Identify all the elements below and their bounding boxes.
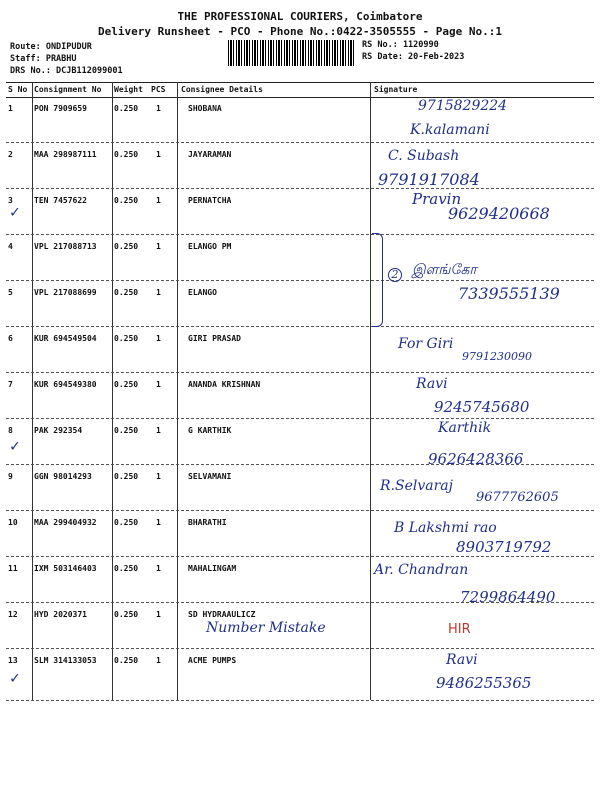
row-pcs: 1 xyxy=(156,196,161,205)
handwritten-signature: R.Selvaraj xyxy=(380,478,453,494)
handwritten-phone: 9245745680 xyxy=(434,398,530,416)
handwritten-signature: Karthik xyxy=(438,420,492,436)
row-consignee: BHARATHI xyxy=(188,518,227,527)
row-weight: 0.250 xyxy=(114,104,139,113)
row-consignee: ACME PUMPS xyxy=(188,656,237,665)
row-sno: 10 xyxy=(8,518,18,527)
row-weight: 0.250 xyxy=(114,610,139,619)
check-icon: ✓ xyxy=(10,436,20,455)
row-pcs: 1 xyxy=(156,288,161,297)
row-pcs: 1 xyxy=(156,564,161,573)
check-icon: ✓ xyxy=(10,668,20,687)
handwritten-phone: 8903719792 xyxy=(456,538,552,556)
route-label: Route: ONDIPUDUR xyxy=(10,42,92,52)
row-consignee: SHOBANA xyxy=(188,104,222,113)
row-weight: 0.250 xyxy=(114,656,139,665)
row-pcs: 1 xyxy=(156,380,161,389)
row-consignment: IXM 503146403 xyxy=(34,564,97,573)
row-consignee: SELVAMANI xyxy=(188,472,232,481)
row-sno: 3 xyxy=(8,196,13,205)
row-consignee: GIRI PRASAD xyxy=(188,334,241,343)
col-signature: Signature xyxy=(374,85,418,94)
row-consignment: KUR 694549504 xyxy=(34,334,97,343)
col-weight: Weight xyxy=(114,85,143,94)
table-row xyxy=(6,142,594,189)
row-sno: 9 xyxy=(8,472,13,481)
col-consignee: Consignee Details xyxy=(181,85,263,94)
row-consignment: KUR 694549380 xyxy=(34,380,97,389)
row-consignee: ANANDA KRISHNAN xyxy=(188,380,261,389)
row-consignment: PAK 292354 xyxy=(34,426,83,435)
col-sno: S No xyxy=(8,85,28,94)
row-consignee: JAYARAMAN xyxy=(188,150,232,159)
row-pcs: 1 xyxy=(156,472,161,481)
handwritten-signature: Ar. Chandran xyxy=(374,562,469,578)
row-sno: 8 xyxy=(8,426,13,435)
check-icon: ✓ xyxy=(10,202,20,221)
row-consignee: SD HYDRAAULICZ xyxy=(188,610,256,619)
drs-number: DRS No.: DCJB112099001 xyxy=(10,66,123,76)
row-sno: 12 xyxy=(8,610,18,619)
handwritten-phone: 9677762605 xyxy=(476,490,559,505)
row-sno: 1 xyxy=(8,104,13,113)
row-weight: 0.250 xyxy=(114,472,139,481)
col-pcs: PCS xyxy=(151,85,166,94)
row-pcs: 1 xyxy=(156,104,161,113)
row-consignment: TEN 7457622 xyxy=(34,196,87,205)
row-sno: 13 xyxy=(8,656,18,665)
handwritten-signature: Pravin xyxy=(412,190,462,208)
handwritten-phone: 7339555139 xyxy=(458,284,560,303)
row-weight: 0.250 xyxy=(114,288,139,297)
handwritten-name: K.kalamani xyxy=(410,122,490,138)
row-pcs: 1 xyxy=(156,334,161,343)
barcode xyxy=(228,40,356,66)
handwritten-name: இளங்கோ xyxy=(412,262,477,278)
grouping-bracket xyxy=(372,233,383,327)
row-weight: 0.250 xyxy=(114,334,139,343)
status-mark: HIR xyxy=(448,622,471,637)
rs-date: RS Date: 20-Feb-2023 xyxy=(362,52,465,62)
table-row xyxy=(6,234,594,281)
row-sno: 11 xyxy=(8,564,18,573)
row-pcs: 1 xyxy=(156,242,161,251)
col-consignment: Consignment No xyxy=(34,85,102,94)
row-consignment: GGN 98014293 xyxy=(34,472,92,481)
row-consignee: G KARTHIK xyxy=(188,426,232,435)
row-weight: 0.250 xyxy=(114,380,139,389)
handwritten-note: Number Mistake xyxy=(206,620,326,636)
row-consignment: MAA 299404932 xyxy=(34,518,97,527)
handwritten-phone: 9626428366 xyxy=(428,450,524,468)
handwritten-phone: 9715829224 xyxy=(418,98,508,114)
row-consignment: HYD 2020371 xyxy=(34,610,87,619)
row-consignee: MAHALINGAM xyxy=(188,564,237,573)
row-pcs: 1 xyxy=(156,656,161,665)
row-pcs: 1 xyxy=(156,150,161,159)
row-pcs: 1 xyxy=(156,426,161,435)
handwritten-phone: 7299864490 xyxy=(460,588,556,606)
row-weight: 0.250 xyxy=(114,196,139,205)
handwritten-signature: Ravi xyxy=(416,376,448,392)
row-sno: 4 xyxy=(8,242,13,251)
row-consignment: VPL 217088713 xyxy=(34,242,97,251)
handwritten-name: B Lakshmi rao xyxy=(394,520,497,536)
row-consignment: MAA 298987111 xyxy=(34,150,97,159)
row-sno: 5 xyxy=(8,288,13,297)
handwritten-signature: For Giri xyxy=(398,336,454,352)
handwritten-phone: 9791917084 xyxy=(378,170,480,189)
handwritten-name: C. Subash xyxy=(388,148,460,164)
row-weight: 0.250 xyxy=(114,426,139,435)
row-consignment: PON 7909659 xyxy=(34,104,87,113)
rs-number: RS No.: 1120990 xyxy=(362,40,439,50)
row-consignee: PERNATCHA xyxy=(188,196,232,205)
count-circle: 2 xyxy=(388,268,402,282)
row-weight: 0.250 xyxy=(114,518,139,527)
row-sno: 6 xyxy=(8,334,13,343)
handwritten-phone: 9486255365 xyxy=(436,674,532,692)
row-consignee: ELANGO xyxy=(188,288,217,297)
handwritten-phone: 9791230090 xyxy=(462,350,532,363)
row-pcs: 1 xyxy=(156,610,161,619)
handwritten-phone: 9629420668 xyxy=(448,204,550,223)
handwritten-signature: Ravi xyxy=(446,652,478,668)
row-pcs: 1 xyxy=(156,518,161,527)
row-consignment: SLM 314133053 xyxy=(34,656,97,665)
staff-label: Staff: PRABHU xyxy=(10,54,77,64)
row-weight: 0.250 xyxy=(114,564,139,573)
runsheet-subtitle: Delivery Runsheet - PCO - Phone No.:0422-3505555 - Page No.:1 xyxy=(98,25,502,38)
row-weight: 0.250 xyxy=(114,150,139,159)
row-sno: 7 xyxy=(8,380,13,389)
company-title: THE PROFESSIONAL COURIERS, Coimbatore xyxy=(177,10,423,23)
row-consignment: VPL 217088699 xyxy=(34,288,97,297)
row-weight: 0.250 xyxy=(114,242,139,251)
row-consignee: ELANGO PM xyxy=(188,242,232,251)
row-sno: 2 xyxy=(8,150,13,159)
